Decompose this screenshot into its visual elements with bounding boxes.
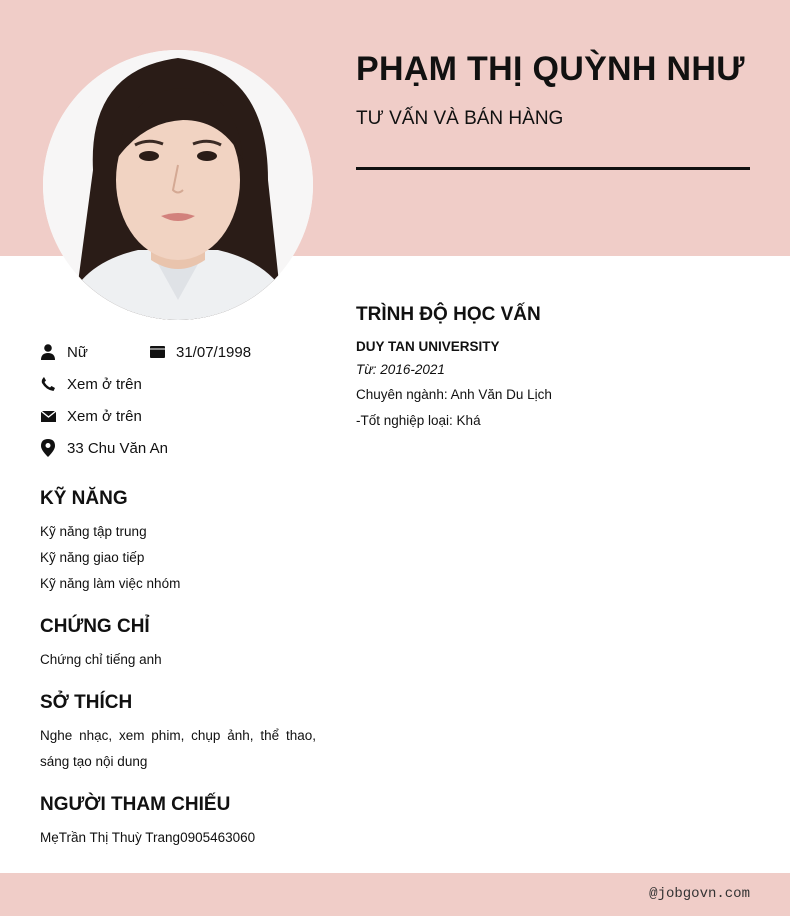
- education-major: Chuyên ngành: Anh Văn Du Lịch: [356, 387, 552, 402]
- calendar-icon: [149, 343, 165, 361]
- header-divider: [356, 167, 750, 170]
- footer-watermark: @jobgovn.com: [649, 886, 750, 902]
- skill-item: Kỹ năng tập trung: [40, 524, 147, 539]
- email-row: [40, 407, 142, 425]
- skill-item: Kỹ năng làm việc nhóm: [40, 576, 181, 591]
- skills-title: KỸ NĂNG: [40, 488, 128, 509]
- address-row: [40, 439, 168, 457]
- phone-value: Xem ở trên: [67, 375, 142, 393]
- job-title: TƯ VẤN VÀ BÁN HÀNG: [356, 108, 564, 129]
- references-title: NGƯỜI THAM CHIẾU: [40, 794, 231, 815]
- phone-row: [40, 375, 142, 393]
- address-value: 33 Chu Văn An: [67, 439, 168, 457]
- certificate-item: Chứng chỉ tiếng anh: [40, 652, 162, 667]
- hobbies-title: SỞ THÍCH: [40, 692, 133, 713]
- birthdate-row: [149, 343, 251, 361]
- education-title: TRÌNH ĐỘ HỌC VẤN: [356, 304, 541, 325]
- skill-item: Kỹ năng giao tiếp: [40, 550, 145, 565]
- birthdate-value: 31/07/1998: [176, 343, 252, 361]
- gender-value: Nữ: [67, 343, 88, 361]
- candidate-name: PHẠM THỊ QUỲNH NHƯ: [356, 50, 745, 88]
- profile-photo: [43, 50, 313, 320]
- education-school: DUY TAN UNIVERSITY: [356, 339, 500, 354]
- email-value: Xem ở trên: [67, 407, 142, 425]
- references-text: MẹTrần Thị Thuỳ Trang0905463060: [40, 830, 256, 845]
- certificates-title: CHỨNG CHỈ: [40, 616, 150, 637]
- map-pin-icon: [40, 439, 56, 457]
- education-grade: -Tốt nghiệp loại: Khá: [356, 413, 481, 428]
- phone-icon: [40, 375, 56, 393]
- envelope-icon: [40, 407, 56, 425]
- education-period: Từ: 2016-2021: [356, 362, 445, 377]
- gender-row: [40, 343, 88, 361]
- hobbies-text: Nghe nhạc, xem phim, chụp ảnh, thể thao, sáng tạo nội dung: [40, 728, 316, 769]
- person-icon: [40, 343, 56, 361]
